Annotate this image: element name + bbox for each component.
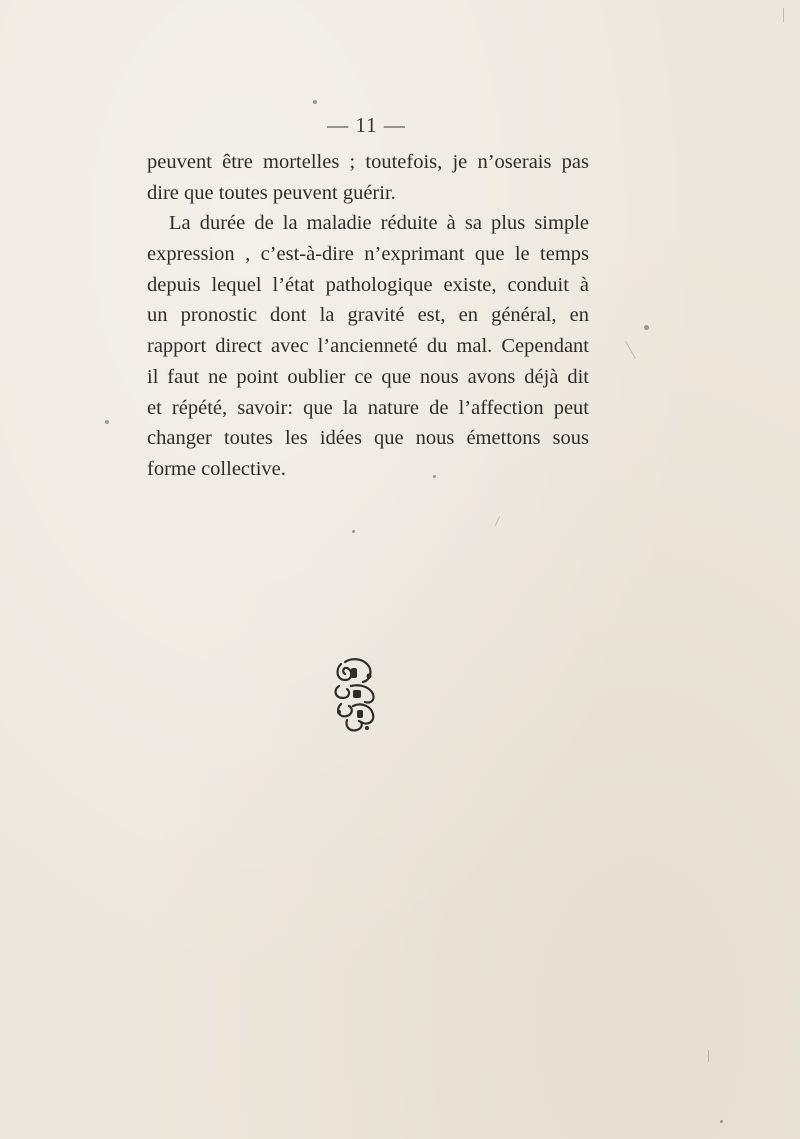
paper-speck [433,475,436,478]
paper-speck [352,530,355,533]
text-line: peuvent être mortelles ; toutefois, je n’oserais pas [147,151,589,173]
text-line: forme collective. [147,457,286,480]
paper-speck [720,1120,723,1123]
paper-mark [625,341,636,359]
paper-speck [105,420,109,424]
text-line: expression , c’est-à-dire n’exprimant que le temps [147,243,589,266]
page-number: — 11 — [327,113,406,137]
printer-ornament-icon [331,656,381,734]
paper-mark [783,8,784,22]
text-line: dire que toutes peuvent guérir. [147,181,396,204]
text-line: changer toutes les idées que nous émettons sous [147,427,589,450]
text-line: rapport direct avec l’ancienneté du mal. Cependant [147,335,589,358]
text-line: depuis lequel l’état pathologique existe, conduit à [147,273,589,296]
paper-speck [644,325,649,330]
text-line: et répété, savoir: que la nature de l’affection peut [147,396,589,419]
body-paragraphs [147,147,589,485]
text-line: La durée de la maladie réduite à sa plus simple [169,212,589,235]
paper-speck [313,100,317,104]
paper-mark [495,516,500,525]
text-line: il faut ne point oublier ce que nous avons déjà dit [147,365,589,388]
paper-mark [708,1050,709,1062]
text-line: un pronostic dont la gravité est, en général, en [147,304,589,327]
